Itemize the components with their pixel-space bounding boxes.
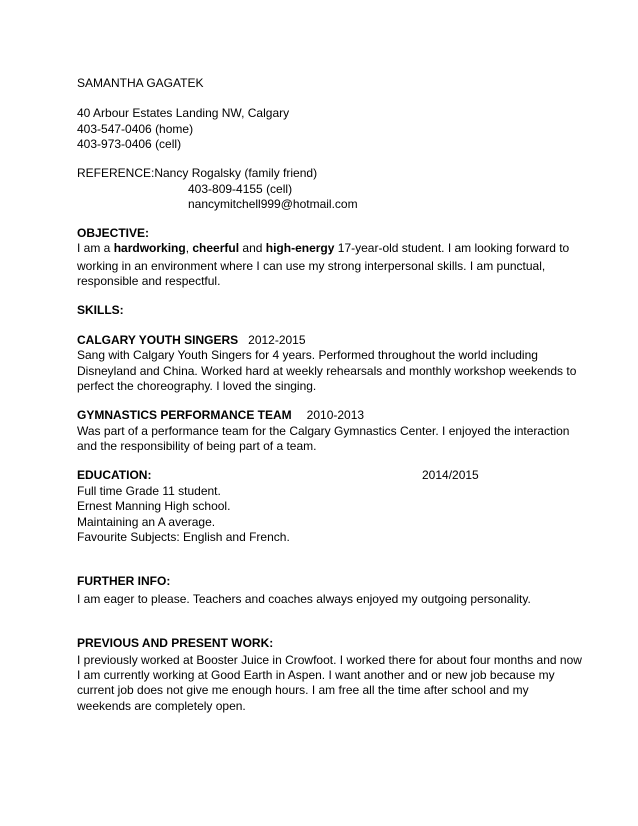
trait-cheerful: cheerful: [192, 241, 240, 255]
applicant-name: SAMANTHA GAGATEK: [77, 76, 204, 90]
gymnastics-title: GYMNASTICS PERFORMANCE TEAM: [77, 408, 292, 422]
work-line-3: current job does not give me enough hours. I am free all the time after school and my: [77, 683, 529, 697]
gymnastics-title-line: [77, 408, 364, 423]
youth-singers-line-3: perfect the choreography. I loved the singing.: [77, 379, 317, 393]
objective-line-2: working in an environment where I can use my strong interpersonal skills. I am punctual,: [77, 259, 546, 273]
reference-name: Nancy Rogalsky (family friend): [154, 166, 318, 180]
reference-line: [77, 166, 317, 181]
education-year: 2014/2015: [422, 468, 479, 482]
reference-label: REFERENCE:: [77, 166, 155, 180]
gymnastics-dates: 2010-2013: [306, 408, 365, 422]
further-info-line-1: I am eager to please. Teachers and coaches always enjoyed my outgoing personality.: [77, 592, 531, 606]
objective-heading: OBJECTIVE:: [77, 226, 150, 240]
education-line-1: Full time Grade 11 student.: [77, 484, 221, 498]
gymnastics-line-2: and the responsibility of being part of a team.: [77, 439, 317, 453]
objective-sep-2: and: [239, 241, 266, 255]
trait-hardworking: hardworking: [113, 241, 186, 255]
youth-singers-title: CALGARY YOUTH SINGERS: [77, 333, 239, 347]
objective-line-3: responsible and respectful.: [77, 274, 221, 288]
work-line-1: I previously worked at Booster Juice in Crowfoot. I worked there for about four months and now: [77, 653, 582, 667]
further-info-heading: FURTHER INFO:: [77, 574, 171, 588]
work-line-4: weekends are completely open.: [77, 699, 246, 713]
youth-singers-title-line: [77, 333, 306, 348]
objective-line-1: [77, 241, 569, 256]
education-line-3: Maintaining an A average.: [77, 515, 216, 529]
address: 40 Arbour Estates Landing NW, Calgary: [77, 106, 290, 120]
education-heading: EDUCATION:: [77, 468, 152, 482]
objective-rest: 17-year-old student. I am looking forward to: [334, 241, 570, 255]
home-phone: 403-547-0406 (home): [77, 122, 194, 136]
objective-intro: I am a: [77, 241, 114, 255]
work-line-2: I am currently working at Good Earth in Aspen. I want another and or new job because my: [77, 668, 555, 682]
skills-heading: SKILLS:: [77, 303, 124, 317]
cell-phone: 403-973-0406 (cell): [77, 137, 182, 151]
youth-singers-dates: 2012-2015: [248, 333, 306, 347]
education-line-4: Favourite Subjects: English and French.: [77, 530, 290, 544]
work-heading: PREVIOUS AND PRESENT WORK:: [77, 636, 274, 650]
objective-sep-1: ,: [185, 241, 193, 255]
trait-high-energy: high-energy: [265, 241, 335, 255]
gymnastics-line-1: Was part of a performance team for the Calgary Gymnastics Center. I enjoyed the interaction: [77, 424, 570, 438]
youth-singers-line-1: Sang with Calgary Youth Singers for 4 years. Performed throughout the world including: [77, 348, 538, 362]
reference-phone: 403-809-4155 (cell): [188, 182, 293, 196]
youth-singers-line-2: Disneyland and China. Worked hard at weekly rehearsals and monthly workshop weekends to: [77, 364, 577, 378]
education-line-2: Ernest Manning High school.: [77, 499, 231, 513]
reference-email: nancymitchell999@hotmail.com: [188, 197, 358, 211]
